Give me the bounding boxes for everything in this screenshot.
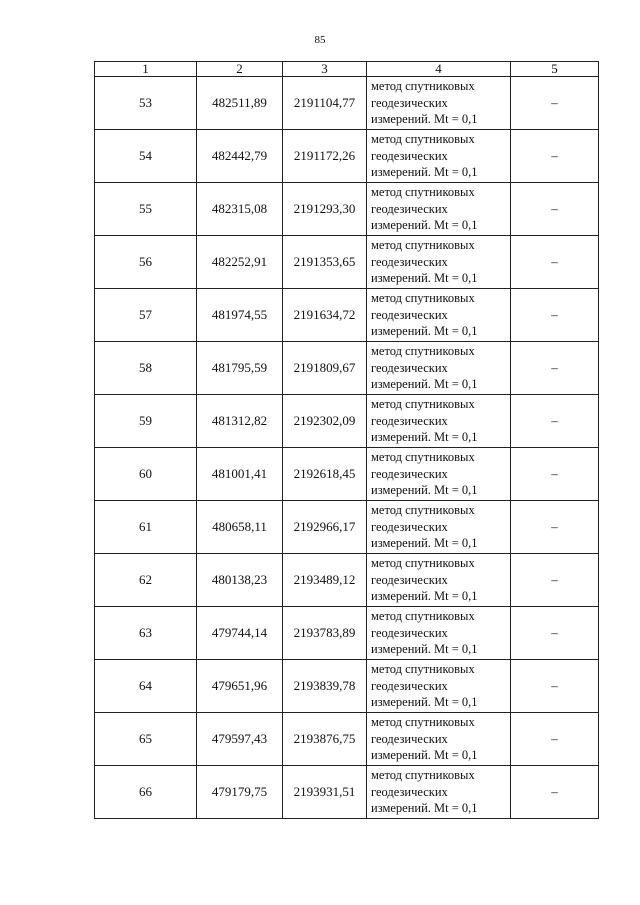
method-line: геодезических	[371, 678, 448, 693]
note-cell: –	[511, 236, 599, 289]
table-row	[95, 607, 599, 660]
note-cell: –	[511, 448, 599, 501]
method-line: измерений. Mt = 0,1	[371, 801, 478, 816]
method-cell	[367, 607, 511, 660]
method-line: геодезических	[371, 572, 448, 587]
method-line: измерений. Mt = 0,1	[371, 112, 478, 127]
method-line: измерений. Mt = 0,1	[371, 218, 478, 233]
y-coordinate-cell: 2192966,17	[283, 501, 367, 554]
y-coordinate-cell: 2193783,89	[283, 607, 367, 660]
table-row	[95, 130, 599, 183]
method-cell	[367, 342, 511, 395]
y-coordinate-cell: 2193839,78	[283, 660, 367, 713]
method-cell	[367, 713, 511, 766]
table-header	[95, 62, 599, 77]
table-row	[95, 395, 599, 448]
method-line: геодезических	[371, 148, 448, 163]
method-line: измерений. Mt = 0,1	[371, 165, 478, 180]
point-number-cell: 66	[95, 766, 197, 819]
y-coordinate-cell: 2191293,30	[283, 183, 367, 236]
method-line: измерений. Mt = 0,1	[371, 377, 478, 392]
column-header-2: 2	[197, 62, 283, 77]
note-cell: –	[511, 766, 599, 819]
method-line: метод спутниковых	[371, 185, 475, 200]
method-cell	[367, 236, 511, 289]
method-line: геодезических	[371, 254, 448, 269]
column-header-5: 5	[511, 62, 599, 77]
table-row	[95, 713, 599, 766]
method-line: метод спутниковых	[371, 132, 475, 147]
method-line: метод спутниковых	[371, 715, 475, 730]
x-coordinate-cell: 480138,23	[197, 554, 283, 607]
x-coordinate-cell: 481795,59	[197, 342, 283, 395]
point-number-cell: 53	[95, 77, 197, 130]
point-number-cell: 64	[95, 660, 197, 713]
y-coordinate-cell: 2191634,72	[283, 289, 367, 342]
method-line: геодезических	[371, 731, 448, 746]
point-number-cell: 54	[95, 130, 197, 183]
page-number: 85	[314, 34, 326, 46]
method-line: геодезических	[371, 360, 448, 375]
column-header-4: 4	[367, 62, 511, 77]
y-coordinate-cell: 2192302,09	[283, 395, 367, 448]
note-cell: –	[511, 713, 599, 766]
method-cell	[367, 289, 511, 342]
x-coordinate-cell: 482315,08	[197, 183, 283, 236]
note-cell: –	[511, 501, 599, 554]
note-cell: –	[511, 395, 599, 448]
header-row	[95, 62, 599, 77]
point-number-cell: 55	[95, 183, 197, 236]
table-body	[95, 77, 599, 819]
table-row	[95, 342, 599, 395]
x-coordinate-cell: 482442,79	[197, 130, 283, 183]
method-line: метод спутниковых	[371, 609, 475, 624]
y-coordinate-cell: 2191104,77	[283, 77, 367, 130]
point-number-cell: 60	[95, 448, 197, 501]
point-number-cell: 61	[95, 501, 197, 554]
table-row	[95, 183, 599, 236]
method-line: измерений. Mt = 0,1	[371, 536, 478, 551]
method-cell	[367, 395, 511, 448]
method-line: геодезических	[371, 466, 448, 481]
method-line: метод спутниковых	[371, 344, 475, 359]
note-cell: –	[511, 342, 599, 395]
method-cell	[367, 660, 511, 713]
method-line: метод спутниковых	[371, 450, 475, 465]
y-coordinate-cell: 2193489,12	[283, 554, 367, 607]
method-line: метод спутниковых	[371, 662, 475, 677]
method-line: измерений. Mt = 0,1	[371, 483, 478, 498]
coordinates-table	[94, 61, 599, 819]
point-number-cell: 58	[95, 342, 197, 395]
method-cell	[367, 183, 511, 236]
point-number-cell: 63	[95, 607, 197, 660]
x-coordinate-cell: 479597,43	[197, 713, 283, 766]
method-line: метод спутниковых	[371, 768, 475, 783]
method-cell	[367, 77, 511, 130]
method-line: измерений. Mt = 0,1	[371, 748, 478, 763]
note-cell: –	[511, 77, 599, 130]
column-header-3: 3	[283, 62, 367, 77]
table-row	[95, 660, 599, 713]
point-number-cell: 65	[95, 713, 197, 766]
method-line: метод спутниковых	[371, 238, 475, 253]
table-row	[95, 766, 599, 819]
method-cell	[367, 501, 511, 554]
note-cell: –	[511, 554, 599, 607]
method-line: измерений. Mt = 0,1	[371, 695, 478, 710]
note-cell: –	[511, 183, 599, 236]
table-row	[95, 501, 599, 554]
note-cell: –	[511, 607, 599, 660]
note-cell: –	[511, 289, 599, 342]
x-coordinate-cell: 479744,14	[197, 607, 283, 660]
x-coordinate-cell: 480658,11	[197, 501, 283, 554]
method-line: геодезических	[371, 95, 448, 110]
method-cell	[367, 130, 511, 183]
note-cell: –	[511, 130, 599, 183]
x-coordinate-cell: 479651,96	[197, 660, 283, 713]
x-coordinate-cell: 479179,75	[197, 766, 283, 819]
table-row	[95, 289, 599, 342]
y-coordinate-cell: 2193931,51	[283, 766, 367, 819]
method-line: метод спутниковых	[371, 556, 475, 571]
point-number-cell: 62	[95, 554, 197, 607]
x-coordinate-cell: 482252,91	[197, 236, 283, 289]
point-number-cell: 56	[95, 236, 197, 289]
column-header-1: 1	[95, 62, 197, 77]
y-coordinate-cell: 2191353,65	[283, 236, 367, 289]
method-line: измерений. Mt = 0,1	[371, 271, 478, 286]
method-line: измерений. Mt = 0,1	[371, 642, 478, 657]
note-cell: –	[511, 660, 599, 713]
x-coordinate-cell: 481001,41	[197, 448, 283, 501]
y-coordinate-cell: 2192618,45	[283, 448, 367, 501]
y-coordinate-cell: 2191172,26	[283, 130, 367, 183]
table-row	[95, 448, 599, 501]
table-row	[95, 77, 599, 130]
y-coordinate-cell: 2191809,67	[283, 342, 367, 395]
method-line: геодезических	[371, 201, 448, 216]
point-number-cell: 57	[95, 289, 197, 342]
method-line: метод спутниковых	[371, 397, 475, 412]
method-line: метод спутниковых	[371, 503, 475, 518]
method-line: геодезических	[371, 519, 448, 534]
method-cell	[367, 448, 511, 501]
x-coordinate-cell: 482511,89	[197, 77, 283, 130]
method-line: измерений. Mt = 0,1	[371, 430, 478, 445]
method-line: измерений. Mt = 0,1	[371, 589, 478, 604]
method-line: метод спутниковых	[371, 291, 475, 306]
x-coordinate-cell: 481312,82	[197, 395, 283, 448]
y-coordinate-cell: 2193876,75	[283, 713, 367, 766]
table-row	[95, 236, 599, 289]
method-cell	[367, 766, 511, 819]
method-line: метод спутниковых	[371, 79, 475, 94]
x-coordinate-cell: 481974,55	[197, 289, 283, 342]
method-line: геодезических	[371, 784, 448, 799]
method-line: измерений. Mt = 0,1	[371, 324, 478, 339]
method-cell	[367, 554, 511, 607]
point-number-cell: 59	[95, 395, 197, 448]
table-row	[95, 554, 599, 607]
method-line: геодезических	[371, 625, 448, 640]
method-line: геодезических	[371, 413, 448, 428]
method-line: геодезических	[371, 307, 448, 322]
